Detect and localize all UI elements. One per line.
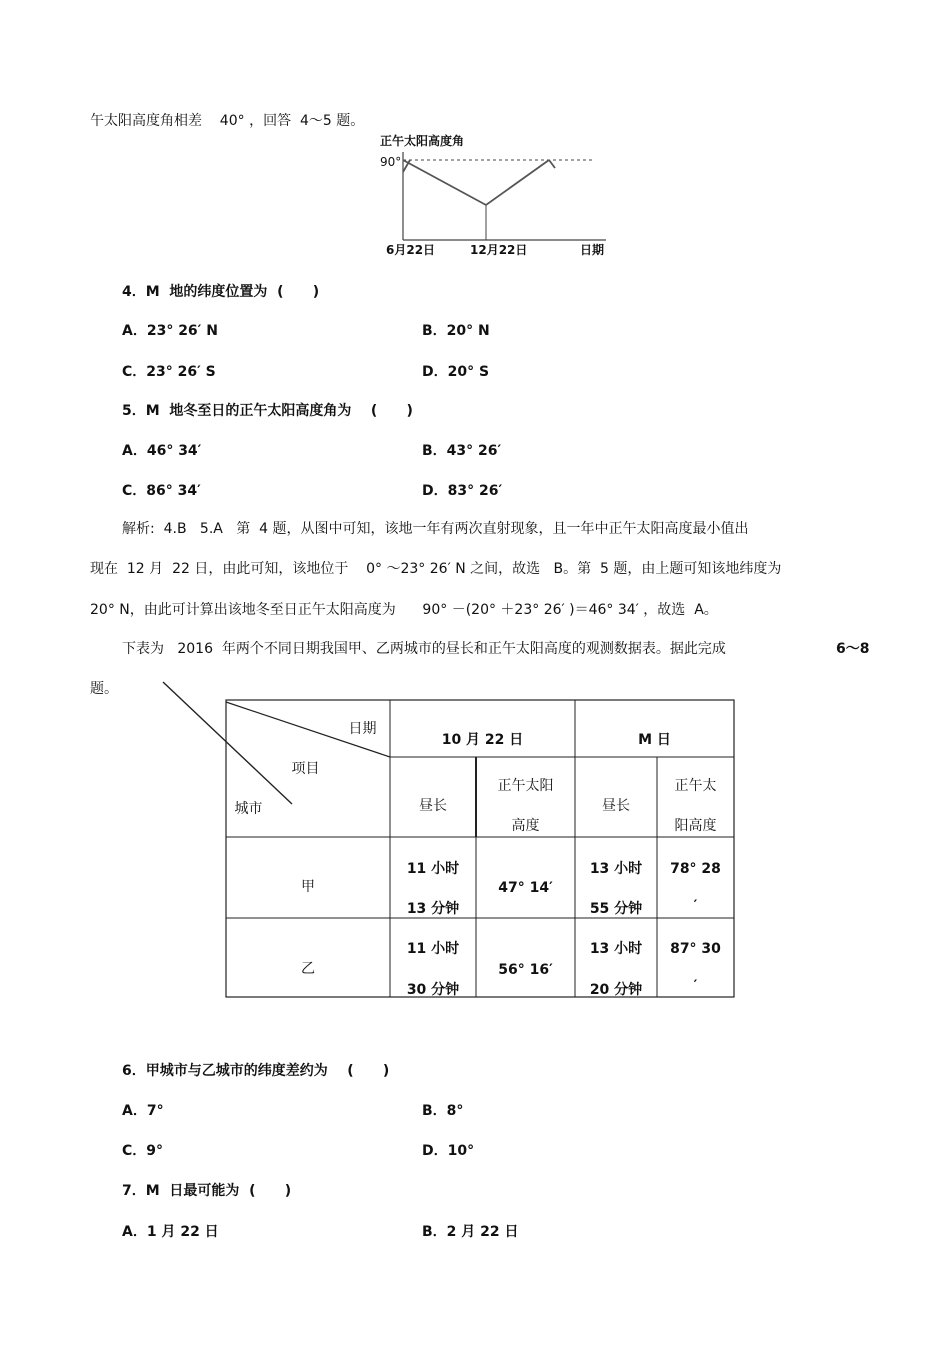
q5-option-a[interactable]: A．46° 34′	[122, 443, 202, 459]
q6-stem: 6．甲城市与乙城市的纬度差约为 ( )	[122, 1063, 390, 1079]
analysis-line-3: 20° N，由此可计算出该地冬至日正午太阳高度为 90° －(20° ＋23° 26′ )＝46° 34′ ，故选 A。	[90, 602, 718, 618]
row-yi-daylength-2-m: 20 分钟	[589, 982, 643, 998]
analysis-line-2: 现在 12 月 22 日，由此可知，该地位于 0° ～23° 26′ N 之间，故选 B。第 5 题，由上题可知该地纬度为	[90, 561, 782, 577]
sub-altitude-2-a: 正午太	[674, 778, 717, 794]
q7-option-b[interactable]: B．2 月 22 日	[422, 1224, 519, 1240]
row-jia-altitude-1: 47° 14′	[498, 880, 553, 896]
figure-x-tick-2: 12月22日	[470, 243, 528, 257]
sub-altitude-2-b: 阳高度	[674, 818, 717, 834]
sub-altitude-1-a: 正午太阳	[497, 778, 554, 794]
intro-line: 午太阳高度角相差 40° ，回答 4～5 题。	[90, 113, 365, 129]
q6-option-d[interactable]: D．10°	[422, 1143, 475, 1159]
row-jia-daylength-1-h: 11 小时	[406, 861, 460, 877]
q7-option-a[interactable]: A．1 月 22 日	[122, 1224, 219, 1240]
row-jia-daylength-1-m: 13 分钟	[406, 901, 460, 917]
row-yi-city: 乙	[301, 961, 315, 977]
col-group-oct22: 10 月 22 日	[441, 732, 524, 748]
analysis-line-1: 解析: 4.B 5.A 第 4 题，从图中可知，该地一年有两次直射现象，且一年中正午太阳高度最小值出	[122, 521, 749, 537]
row-yi-altitude-2-minute-mark: ′	[693, 978, 698, 994]
figure-y-tick: 90°	[380, 155, 402, 169]
corner-city-label: 城市	[234, 801, 263, 817]
row-jia-daylength-2-h: 13 小时	[589, 861, 643, 877]
row-yi-daylength-1-m: 30 分钟	[406, 982, 460, 998]
sub-daylength-2: 昼长	[602, 798, 630, 814]
row-yi-altitude-1: 56° 16′	[498, 962, 553, 978]
sub-daylength-1: 昼长	[419, 798, 447, 814]
col-group-m-day: M 日	[638, 732, 671, 748]
q4-option-d[interactable]: D．20° S	[422, 364, 490, 380]
corner-date-label: 日期	[348, 721, 377, 737]
figure-x-label: 日期	[580, 243, 605, 257]
row-yi-daylength-1-h: 11 小时	[406, 941, 460, 957]
q5-option-c[interactable]: C．86° 34′	[122, 483, 201, 499]
row-jia-altitude-2-minute-mark: ′	[693, 898, 698, 914]
row-jia-altitude-2: 78° 28	[670, 861, 721, 877]
sub-altitude-1-b: 高度	[511, 818, 540, 834]
q4-option-b[interactable]: B．20° N	[422, 323, 490, 339]
row-jia-city: 甲	[301, 879, 315, 895]
row-yi-daylength-2-h: 13 小时	[589, 941, 643, 957]
row-yi-altitude-2: 87° 30	[670, 941, 721, 957]
table-intro-line-1: 下表为 2016 年两个不同日期我国甲、乙两城市的昼长和正午太阳高度的观测数据表。据此完成	[122, 641, 726, 657]
q6-option-a[interactable]: A．7°	[122, 1103, 164, 1119]
q5-stem: 5．M 地冬至日的正午太阳高度角为 ( )	[122, 403, 413, 419]
q6-option-b[interactable]: B．8°	[422, 1103, 464, 1119]
table-intro-line-2: 题。	[90, 681, 118, 697]
q4-option-a[interactable]: A．23° 26′ N	[122, 323, 218, 339]
q4-stem: 4．M 地的纬度位置为 ( )	[122, 284, 320, 300]
q7-stem: 7．M 日最可能为 ( )	[122, 1183, 292, 1199]
table-intro-range: 6～8	[836, 641, 870, 657]
corner-item-label: 项目	[291, 761, 320, 777]
q5-option-d[interactable]: D．83° 26′	[422, 483, 503, 499]
q5-option-b[interactable]: B．43° 26′	[422, 443, 502, 459]
q6-option-c[interactable]: C．9°	[122, 1143, 164, 1159]
figure-y-title: 正午太阳高度角	[380, 134, 465, 148]
q4-option-c[interactable]: C．23° 26′ S	[122, 364, 216, 380]
figure-x-tick-1: 6月22日	[386, 243, 436, 257]
row-jia-daylength-2-m: 55 分钟	[589, 901, 643, 917]
